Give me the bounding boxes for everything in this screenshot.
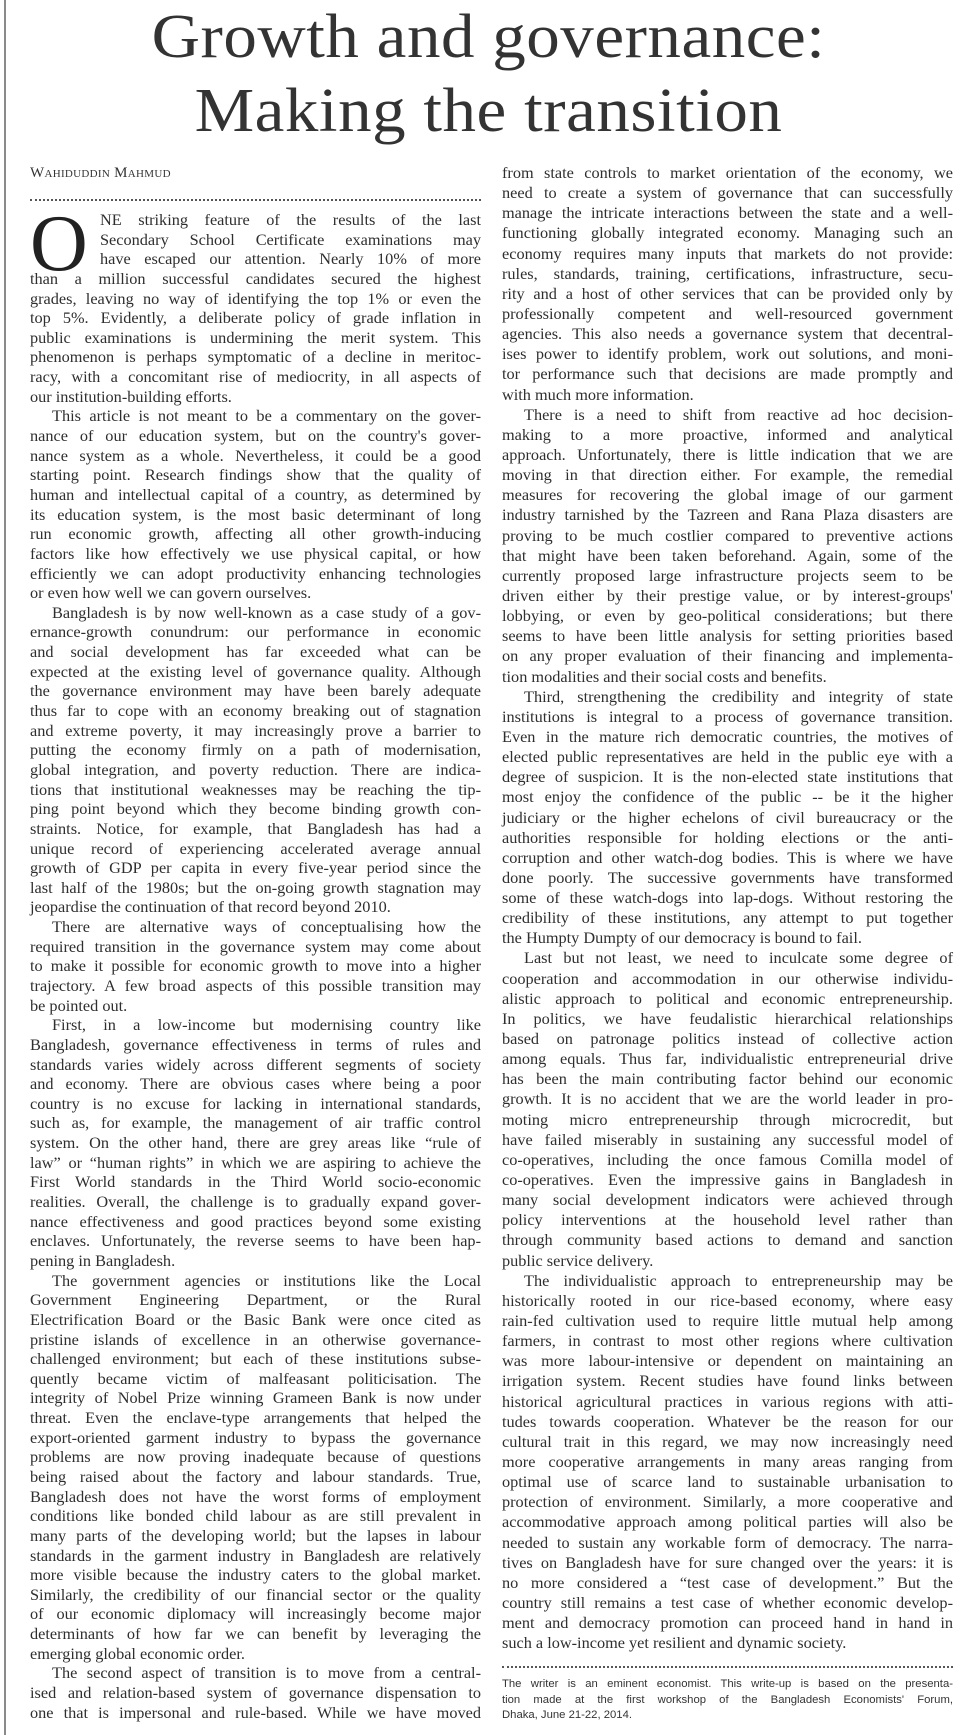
text-line: tives on Bangladesh have for sure changed over the years: it is [502, 1552, 953, 1572]
article-paragraph [30, 200, 481, 406]
text-line: starting point. Research findings show that the quality of [30, 465, 481, 485]
text-line: factors like how effectively we use physical capital, or how [30, 543, 481, 563]
text-line: and extreme poverty, it may increasingly prove a barrier to [30, 720, 481, 740]
text-line: putting the economy firmly on a path of modernisation, [30, 740, 481, 760]
footnote-line: The writer is an eminent economist. This write-up is based on the presenta- [502, 1678, 953, 1690]
text-line: degree of suspicion. It is the non-elected state institutions that [502, 767, 953, 787]
text-line: that might have been taken beforehand. Again, some of the [502, 545, 953, 565]
text-line: historical agricultural practices in various regions with atti- [502, 1391, 953, 1411]
text-line: such a low-income yet resilient and dynamic society. [502, 1633, 847, 1653]
text-line: First World standards in the Third World socio-economic [30, 1172, 481, 1192]
text-line: moving in that direction either. For example, the remedial [502, 465, 953, 485]
text-line: straints. Notice, for example, that Bangladesh has had a [30, 818, 481, 838]
text-line: credibility of these institutions, any attempt to put together [502, 908, 953, 928]
text-line: growth of GDP per capita in every five-year period since the [30, 858, 481, 878]
text-line: global integration, and poverty reduction. There are indica- [30, 759, 481, 779]
text-line: policy interventions at the household level rather than [502, 1210, 953, 1230]
text-line: Third, strengthening the credibility and integrity of state [524, 686, 953, 706]
text-line: more visible because the industry caters to the global market. [30, 1565, 481, 1585]
text-line: Similarly, the credibility of our financial sector or the quality [30, 1584, 481, 1604]
text-line: Secondary School Certificate examinations may [100, 229, 481, 249]
page-margin-rule [4, 0, 6, 1735]
text-line: being raised about the factory and labour standards. True, [30, 1467, 481, 1486]
text-line: historically rooted in our rice-based economy, where easy [502, 1290, 953, 1310]
text-line: done poorly. The successive governments have transformed [502, 867, 953, 887]
text-line: was more labour-intensive or dependent on maintaining an [502, 1351, 953, 1371]
article-paragraph [30, 1663, 481, 1722]
text-line: Bangladesh, governance effectiveness in terms of rules and [30, 1034, 481, 1054]
text-line: one that is impersonal and rule-based. While we have moved [30, 1702, 481, 1722]
text-line: alistic approach to political and economic entrepreneurship. [502, 988, 953, 1008]
text-line: optimal use of scarce land to sustainable urbanisation to [502, 1472, 953, 1492]
text-line: pristine islands of excellence in an otherwise governance- [30, 1329, 481, 1349]
text-line: challenged environment; but each of these institutions subse- [30, 1349, 481, 1369]
text-line: Bangladesh does not have the worst forms of employment [30, 1486, 481, 1506]
text-line: co-operatives, including the once famous Comilla model of [502, 1149, 953, 1169]
text-line: currently proposed large infrastructure projects seem to be [502, 565, 953, 585]
text-line: making to a more proactive, informed and analytical [502, 424, 953, 444]
text-line: tor performance such that decisions are made promptly and [502, 364, 953, 384]
text-line: and social development has far exceeded what can be [30, 642, 481, 662]
text-line: moting micro entrepreneurship through microcredit, but [502, 1109, 953, 1129]
text-line: have failed miserably in sustaining any successful model of [502, 1129, 953, 1149]
text-line: most enjoy the confidence of the public -- be it the higher [502, 787, 953, 807]
text-line: needed to sustain any workable form of democracy. The narra- [502, 1532, 953, 1552]
article-paragraph [502, 687, 953, 949]
text-line: country is no excuse for lacking in international standards, [30, 1093, 481, 1113]
article-paragraph [30, 1015, 481, 1270]
text-line: tudes towards cooperation. Whatever be the reason for our [502, 1411, 953, 1431]
drop-cap: O [30, 200, 88, 288]
text-line: tions that institutional weaknesses may be reaching the tip- [30, 779, 481, 799]
text-line: measures for recovering the global image of our garment [502, 485, 953, 505]
text-line: judiciary or the higher echelons of civil bureaucracy or the [502, 807, 953, 827]
text-line: many social development indicators were achieved through [502, 1190, 953, 1210]
article-column-right [502, 163, 953, 1653]
text-line: ment and democracy promotion can proceed hand in hand in [502, 1613, 953, 1633]
text-line: Electrification Board or the Basic Bank were once cited as [30, 1309, 481, 1329]
text-line: approach. Unfortunately, there is little indication that we are [502, 444, 953, 464]
text-line: more cooperative arrangements in many areas ranging from [502, 1452, 953, 1471]
text-line: cultural trait in this regard, we may now increasingly need [502, 1431, 953, 1451]
text-line: public service delivery. [502, 1250, 654, 1270]
text-line: the Humpty Dumpty of our democracy is bound to fail. [502, 928, 862, 948]
article-paragraph [502, 405, 953, 687]
text-line: trajectory. A few broad aspects of this possible transition may [30, 975, 481, 995]
text-line: irrigation system. Recent studies have found links between [502, 1371, 953, 1391]
text-line: rain-fed cultivation used to require little mutual help among [502, 1311, 953, 1331]
text-line: corruption and other watch-dog bodies. This is where we have [502, 847, 953, 867]
article-paragraph [30, 917, 481, 1015]
article-paragraph [502, 948, 953, 1270]
text-line: or even how well we can govern ourselves. [30, 583, 312, 603]
text-line: run economic growth, affecting all other growth-inducing [30, 524, 481, 544]
text-line: NE striking feature of the results of the last [100, 210, 481, 229]
text-line: jeopardise the continuation of that record beyond 2010. [30, 897, 391, 917]
text-line: expected at the existing level of governance quality. Although [30, 661, 481, 681]
text-line: Government Engineering Department, or the Rural [30, 1290, 481, 1310]
footnote-line: Dhaka, June 21-22, 2014. [502, 1709, 633, 1721]
text-line: proving to be much costlier compared to preventive actions [502, 525, 953, 545]
text-line: have escaped our attention. Nearly 10% of more [100, 249, 481, 269]
text-line: based on patronage politics instead of collective action [502, 1029, 953, 1049]
text-line: functioning globally integrated economy. Managing such an [502, 223, 953, 243]
text-line: integrity of Nobel Prize winning Grameen Bank is now under [30, 1388, 481, 1408]
article-paragraph [502, 1271, 953, 1654]
text-line: quently became victim of malfeasant politicisation. The [30, 1368, 481, 1388]
text-line: grades, leaving no way of identifying the top 1% or even the [30, 288, 481, 308]
article-column-left [30, 200, 481, 1722]
text-line: There are alternative ways of conceptualising how the [52, 917, 481, 937]
text-line: country still remains a test case of whether economic develop- [502, 1592, 953, 1612]
text-line: efficiently we can adopt productivity enhancing technologies [30, 563, 481, 583]
text-line: such as, for example, the management of air traffic control [30, 1113, 481, 1133]
text-line: problems are now proving inadequate because of questions [30, 1447, 481, 1467]
footer-divider [502, 1666, 953, 1668]
text-line: Even in the mature rich democratic countries, the motives of [502, 726, 953, 746]
text-line: be pointed out. [30, 995, 128, 1015]
text-line: There is a need to shift from reactive ad hoc decision- [524, 404, 953, 424]
text-line: farmers, in contrast to most other regions where cultivation [502, 1331, 953, 1351]
text-line: to make it possible for economic growth to move into a higher [30, 956, 481, 976]
text-line: unique record of experiencing accelerated average annual [30, 838, 481, 858]
text-line: In politics, we have feudalistic hierarchical relationships [502, 1008, 953, 1028]
text-line: seems to have been little analysis for setting priorities based [502, 626, 953, 646]
text-line: ping point beyond which they become binding growth con- [30, 799, 481, 819]
text-line: manage the intricate interactions between the state and a well- [502, 203, 953, 223]
text-line: institutions is integral to a process of governance transition. [502, 706, 953, 726]
text-line: accommodative approach among political parties will also be [502, 1512, 953, 1532]
text-line: racy, with a concomitant rise of mediocrity, in all aspects of [30, 367, 481, 387]
text-line: last half of the 1980s; but the on-going growth stagnation may [30, 877, 481, 897]
text-line: ises power to identify problem, work out solutions, and moni- [502, 344, 953, 364]
text-line: from state controls to market orientation of the economy, we [502, 163, 953, 182]
article-paragraph [30, 603, 481, 917]
text-line: The second aspect of transition is to move from a central- [52, 1663, 481, 1683]
text-line: export-oriented garment industry to bypass the governance [30, 1427, 481, 1447]
text-line: protection of environment. Similarly, a more cooperative and [502, 1492, 953, 1512]
text-line: enclaves. Unfortunately, the reverse seems to have been hap- [30, 1231, 481, 1251]
text-line: need to create a system of governance that can successfully [502, 183, 953, 203]
text-line: and economy. There are obvious cases where being a poor [30, 1074, 481, 1094]
text-line: agencies. This also needs a governance system that decentral- [502, 324, 953, 344]
text-line: system. On the other hand, there are grey areas like “rule of [30, 1133, 481, 1153]
text-line: rity and a host of other services that can be provided only by [502, 283, 953, 303]
text-line: rules, standards, training, certifications, infrastructure, secu- [502, 263, 953, 283]
article-title-line-1: Growth and governance: [151, 3, 826, 71]
text-line: required transition in the governance system may come about [30, 936, 481, 956]
text-line: lobbying, or even by geo-political considerations; but there [502, 606, 953, 626]
text-line: no more considered a “test case of development.” But the [502, 1572, 953, 1592]
author-byline: Wahiduddin Mahmud [30, 165, 171, 181]
text-line: growth. It is no accident that we are the world leader in pro- [502, 1089, 953, 1109]
text-line: has been the main contributing factor behind our economic [502, 1069, 953, 1089]
text-line: the governance environment may have been barely adequate [30, 681, 481, 701]
byline-divider [30, 199, 481, 201]
text-line: ernance-growth conundrum: our performance in economic [30, 622, 481, 642]
article-paragraph [30, 1271, 481, 1664]
text-line: economy requires many inputs that markets do not provide: [502, 243, 953, 263]
footnote-line: tion made at the first workshop of the Bangladesh Economists' Forum, [502, 1693, 953, 1706]
text-line: nance system as a whole. Nevertheless, it could be a good [30, 445, 481, 465]
text-line: First, in a low-income but modernising country like [52, 1015, 481, 1035]
article-paragraph [30, 406, 481, 602]
text-line: conditions like bonded child labour as are still prevalent in [30, 1506, 481, 1526]
text-line: This article is not meant to be a commentary on the gover- [52, 406, 481, 426]
text-line: top 5%. Evidently, a deliberate policy of grade inflation in [30, 308, 481, 328]
text-line: our institution-building efforts. [30, 386, 232, 406]
text-line: The government agencies or institutions like the Local [52, 1270, 481, 1290]
text-line: nance effectiveness and good practices beyond some existing [30, 1211, 481, 1231]
text-line: industry tarnished by the Tazreen and Rana Plaza disasters are [502, 505, 953, 525]
text-line: Last but not least, we need to inculcate some degree of [524, 948, 953, 968]
text-line: standards in the garment industry in Bangladesh are relatively [30, 1545, 481, 1565]
text-line: pening in Bangladesh. [30, 1250, 176, 1270]
text-line: human and intellectual capital of a country, as determined by [30, 484, 481, 504]
text-line: many parts of the developing world; but the lapses in labour [30, 1525, 481, 1545]
text-line: threat. Even the enclave-type arrangements that helped the [30, 1408, 481, 1428]
text-line: Bangladesh is by now well-known as a case study of a gov- [52, 602, 481, 622]
text-line: cooperation and accommodation in our otherwise individu- [502, 968, 953, 988]
text-line: public examinations is undermining the merit system. This [30, 327, 481, 347]
article-title-line-2: Making the transition [194, 77, 783, 145]
text-line: of our economic diplomacy will increasingly become major [30, 1604, 481, 1624]
text-line: emerging global economic order. [30, 1643, 245, 1663]
text-line: co-operatives. Even the impressive gains in Bangladesh in [502, 1170, 953, 1190]
text-line: professionally competent and well-resourced government [502, 303, 953, 323]
text-line: thus far to cope with an economy breaking out of stagnation [30, 701, 481, 721]
text-line: with much more information. [502, 384, 694, 404]
text-line: elected public representatives are held in the public eye with a [502, 747, 953, 767]
text-line: tion modalities and their social costs and benefits. [502, 666, 827, 686]
text-line: its education system, is the most basic determinant of long [30, 504, 481, 524]
text-line: some of these watch-dogs into lap-dogs. Without restoring the [502, 888, 953, 908]
text-line: ised and relation-based system of governance dispensation to [30, 1683, 481, 1703]
text-line: determinants of how far we can benefit by leveraging the [30, 1624, 481, 1644]
text-line: among equals. Thus far, individualistic entrepreneurial drive [502, 1049, 953, 1069]
text-line: than a million successful candidates secured the highest [30, 268, 481, 288]
text-line: nance of our education system, but on the country's gover- [30, 426, 481, 446]
text-line: law” or “human rights” in which we are aspiring to achieve the [30, 1152, 481, 1172]
text-line: authorities responsible for holding elections or the anti- [502, 827, 953, 847]
article-paragraph [502, 163, 953, 405]
author-footnote [502, 1677, 953, 1724]
text-line: driven either by their prestige value, or by interest-groups' [502, 585, 953, 605]
text-line: on any proper evaluation of their financing and implementa- [502, 646, 953, 666]
text-line: phenomenon is perhaps symptomatic of a decline in meritoc- [30, 347, 481, 367]
text-line: realities. Overall, the challenge is to gradually expand gover- [30, 1192, 481, 1212]
text-line: standards varies widely across different segments of society [30, 1054, 481, 1074]
text-line: through community based actions to demand and sanction [502, 1230, 953, 1250]
text-line: The individualistic approach to entrepreneurship may be [524, 1270, 953, 1290]
